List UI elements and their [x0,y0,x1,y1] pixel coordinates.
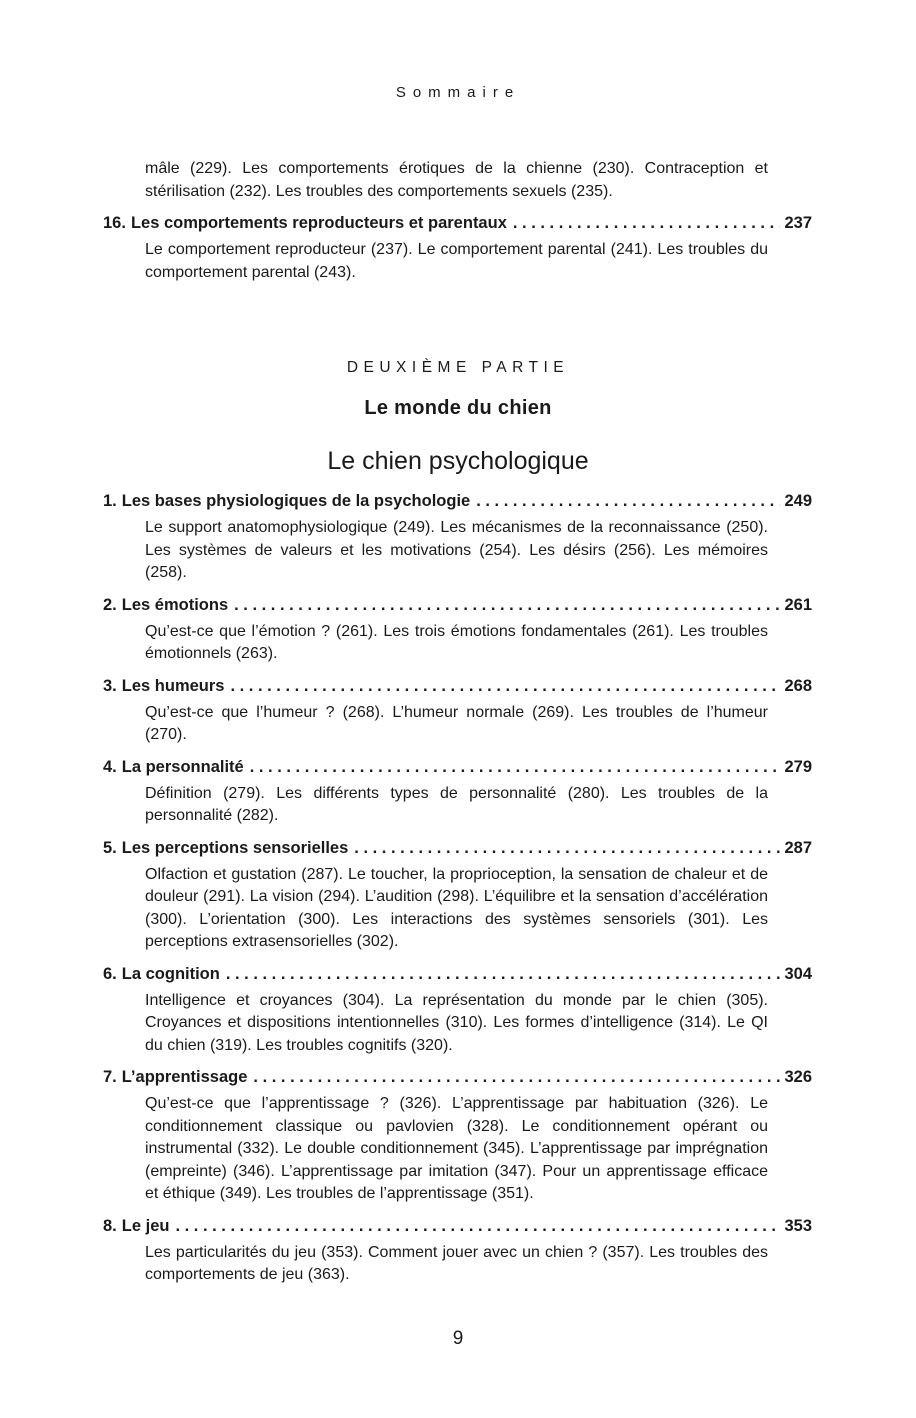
toc-entry-page: 287 [784,838,812,857]
toc-entry-page: 268 [784,676,812,695]
toc-entry-number: 8. [103,1216,117,1235]
dot-leader [476,490,780,513]
toc-entry-page: 304 [784,964,812,983]
toc-entry-title: Les émotions [121,595,229,614]
part-title: Le monde du chien [364,397,552,419]
running-head: Sommaire [395,84,521,101]
toc-entry-summary: Le support anatomophysiologique (249). Les mécanismes de la reconnaissance (250). Les systèmes de valeurs et les motivations (254). Les désirs (256). Les mémoires (258). [145,519,768,581]
toc-entry-number: 16. [103,214,126,232]
toc-entry-heading[interactable] [103,837,812,860]
toc-entry-page: 326 [784,1068,812,1086]
toc-entry-summary: Définition (279). Les différents types de personnalité (280). Les troubles de la personnalité (282). [145,784,768,824]
dot-leader [230,675,780,698]
toc-entry-summary: Le comportement reproducteur (237). Le comportement parental (241). Les troubles du comportement parental (243). [145,241,768,281]
toc-entry [103,212,812,284]
dot-leader [250,756,781,779]
toc-entry-number: 2. [103,595,117,614]
toc-entry-title: Les humeurs [121,676,225,695]
toc-entry-page: 279 [784,757,812,776]
toc-entry-page: 249 [784,492,812,510]
toc-entry-title: Les perceptions sensorielles [121,838,349,857]
toc-entry-heading[interactable] [103,756,812,779]
toc-entry-number: 1. [103,492,117,510]
toc-part-one-tail [103,158,812,293]
toc-entry-page: 261 [784,595,812,614]
toc-entry-heading[interactable] [103,963,812,986]
toc-entry-page: 237 [784,214,812,232]
toc-entry [103,963,812,1058]
toc-entry-number: 5. [103,838,117,857]
toc-entry-summary: Olfaction et gustation (287). Le toucher, la proprioception, la sensation de chaleur et de douleur (291). La vision (294). L’audition (298). L’équilibre et la sensation d’accélération (300). L’orientation (300). Les interactions des systèmes sensoriels (301). Les perceptions extrasensorielles (302). [145,865,768,950]
toc-entries [103,490,812,1287]
toc-entry-title: Le jeu [121,1216,170,1235]
toc-entry-number: 4. [103,757,117,776]
toc-entry [103,594,812,666]
toc-entry-summary: Qu’est-ce que l’émotion ? (261). Les trois émotions fondamentales (261). Les troubles émotionnels (263). [145,622,768,662]
toc-entry-page: 353 [784,1216,812,1235]
part-label: DEUXIÈME PARTIE [346,359,570,376]
toc-section-entries [103,490,812,1296]
dot-leader [354,837,780,860]
dot-leader [226,963,781,986]
toc-entry-summary: Intelligence et croyances (304). La représentation du monde par le chien (305). Croyances et dispositions intentionnelles (310). Les formes d’intelligence (314). Le QI du chien (319). Les troubles cognitifs (320). [145,991,768,1054]
toc-entry [103,837,812,954]
toc-entry-number: 3. [103,676,117,695]
page-number: 9 [452,1328,464,1349]
toc-entry-heading[interactable] [103,1066,812,1089]
dot-leader [513,212,781,235]
toc-entry-heading[interactable] [103,490,812,513]
toc-entry-title: Les comportements reproducteurs et parentaux [130,214,507,232]
toc-entry-number: 6. [103,964,117,983]
toc-entry-summary: Qu’est-ce que l’humeur ? (268). L’humeur normale (269). Les troubles de l’humeur (270). [145,703,768,743]
toc-entry-summary: Qu’est-ce que l’apprentissage ? (326). L’apprentissage par habituation (326). Le conditionnement classique ou pavlovien (328). Le conditionnement opérant ou instrumental (332). Le double conditionnement (345). L’apprentissage par imprégnation (empreinte) (346). L’apprentissage par imitation (347). Pour un apprentissage efficace et éthique (349). Les troubles de l’apprentissage (351). [145,1095,768,1202]
toc-entry-title: La personnalité [121,757,244,776]
toc-entry [103,1066,812,1206]
toc-entry-title: La cognition [121,964,220,983]
continuation-entry [103,158,812,203]
toc-entry [103,1215,812,1287]
continuation-text: mâle (229). Les comportements érotiques de la chienne (230). Contraception et stérilisation (232). Les troubles des comportements sexuels (235). [145,160,768,200]
toc-entry-summary: Les particularités du jeu (353). Comment jouer avec un chien ? (357). Les troubles des comportements de jeu (363). [145,1243,768,1283]
toc-entry-number: 7. [103,1068,117,1086]
toc-entry-heading[interactable] [103,1215,812,1238]
dot-leader [234,594,780,617]
toc-entry-title: L’apprentissage [121,1068,248,1086]
dot-leader [253,1066,780,1089]
toc-entry-heading[interactable] [103,675,812,698]
toc-entry-heading[interactable] [103,594,812,617]
toc-entry [103,756,812,828]
toc-entries-first [103,212,812,284]
toc-entry-title: Les bases physiologiques de la psychologie [121,492,471,510]
toc-entry [103,675,812,747]
section-title: Le chien psychologique [327,447,589,475]
toc-entry-heading[interactable] [103,212,812,235]
dot-leader [175,1215,780,1238]
toc-entry [103,490,812,585]
